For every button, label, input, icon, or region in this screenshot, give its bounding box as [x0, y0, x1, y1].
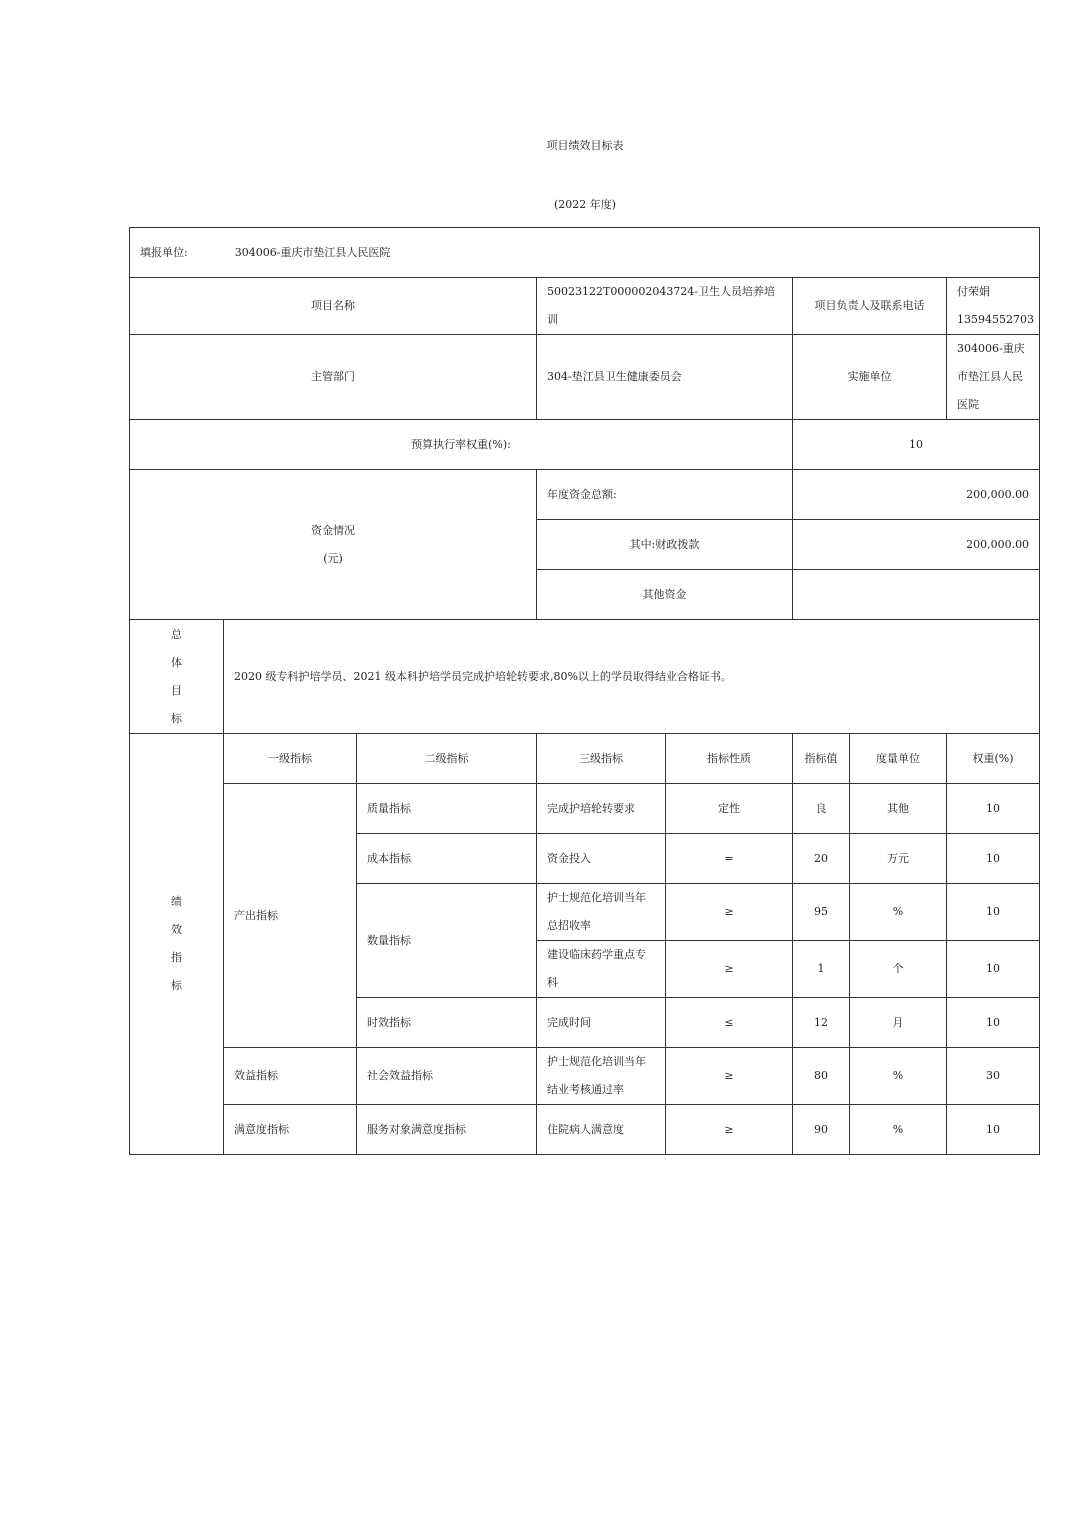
header-level3: 三级指标: [537, 734, 666, 784]
unit-cell: 其他: [850, 784, 947, 834]
weight-cell: 10: [947, 884, 1040, 941]
level3-cell: 完成时间: [537, 998, 666, 1048]
level2-social-benefit: 社会效益指标: [357, 1048, 537, 1105]
project-leader-value: 付荣娟 13594552703: [947, 278, 1040, 335]
budget-rate-row: [130, 420, 1040, 470]
level2-cost: 成本指标: [357, 834, 537, 884]
value-cell: 1: [793, 941, 850, 998]
level3-cell: 护士规范化培训当年总招收率: [537, 884, 666, 941]
goal-label-char: 标: [171, 711, 182, 725]
header-value: 指标值: [793, 734, 850, 784]
goal-row: [130, 620, 1040, 734]
indicator-header-row: [130, 734, 1040, 784]
weight-cell: 10: [947, 834, 1040, 884]
goal-label-char: 体: [171, 655, 182, 669]
weight-cell: 10: [947, 784, 1040, 834]
nature-cell: 定性: [666, 784, 793, 834]
level2-service-satisfaction: 服务对象满意度指标: [357, 1105, 537, 1155]
funds-unit: (元): [323, 551, 343, 565]
goal-label-char: 目: [171, 683, 182, 697]
funds-total-label: 年度资金总额:: [537, 470, 793, 520]
table-row: [130, 1105, 1040, 1155]
value-cell: 良: [793, 784, 850, 834]
unit-cell: %: [850, 884, 947, 941]
performance-form-table: [129, 227, 1040, 1155]
unit-cell: %: [850, 1048, 947, 1105]
funds-fiscal-value: 200,000.00: [793, 520, 1040, 570]
fill-unit-cell: [130, 228, 1040, 278]
performance-label-char: 标: [171, 979, 182, 992]
weight-cell: 10: [947, 941, 1040, 998]
header-level1: 一级指标: [224, 734, 357, 784]
impl-value: 304006-重庆市垫江县人民医院: [947, 335, 1040, 420]
unit-cell: 个: [850, 941, 947, 998]
nature-cell: =: [666, 834, 793, 884]
level2-quantity: 数量指标: [357, 884, 537, 998]
fill-unit-value: 304006-重庆市垫江县人民医院: [234, 245, 391, 259]
funds-label-cell: [130, 470, 537, 620]
weight-cell: 30: [947, 1048, 1040, 1105]
table-row: [130, 784, 1040, 834]
nature-cell: ≥: [666, 884, 793, 941]
goal-label: [130, 620, 224, 734]
level1-benefit: 效益指标: [224, 1048, 357, 1105]
unit-cell: %: [850, 1105, 947, 1155]
funds-label: 资金情况: [311, 523, 355, 537]
project-name-label: 项目名称: [130, 278, 537, 335]
impl-label: 实施单位: [793, 335, 947, 420]
level3-cell: 资金投入: [537, 834, 666, 884]
value-cell: 12: [793, 998, 850, 1048]
nature-cell: ≥: [666, 1105, 793, 1155]
header-nature: 指标性质: [666, 734, 793, 784]
performance-label-char: 指: [171, 951, 182, 964]
project-leader-label: 项目负责人及联系电话: [793, 278, 947, 335]
dept-row: [130, 335, 1040, 420]
fill-unit-label: 填报单位:: [140, 245, 188, 259]
table-row: [130, 1048, 1040, 1105]
performance-label-char: 绩: [171, 895, 182, 908]
page-title: 项目绩效目标表: [546, 139, 624, 152]
header-level2: 二级指标: [357, 734, 537, 784]
goal-text: 2020 级专科护培学员、2021 级本科护培学员完成护培轮转要求,80%以上的学员取得结业合格证书。: [224, 620, 1040, 734]
unit-cell: 月: [850, 998, 947, 1048]
nature-cell: ≤: [666, 998, 793, 1048]
funds-fiscal-label: 其中:财政拨款: [537, 520, 793, 570]
dept-value: 304-垫江县卫生健康委员会: [537, 335, 793, 420]
weight-cell: 10: [947, 1105, 1040, 1155]
value-cell: 20: [793, 834, 850, 884]
report-year: (2022 年度): [553, 198, 617, 211]
performance-label: [130, 734, 224, 1155]
level3-cell: 护士规范化培训当年结业考核通过率: [537, 1048, 666, 1105]
level3-cell: 住院病人满意度: [537, 1105, 666, 1155]
funds-other-label: 其他资金: [537, 570, 793, 620]
nature-cell: ≥: [666, 941, 793, 998]
level2-timeliness: 时效指标: [357, 998, 537, 1048]
funds-total-row: [130, 470, 1040, 520]
level3-cell: 建设临床药学重点专科: [537, 941, 666, 998]
fill-unit-row: [130, 228, 1040, 278]
budget-rate-value: 10: [793, 420, 1040, 470]
level1-satisfaction: 满意度指标: [224, 1105, 357, 1155]
project-name-row: [130, 278, 1040, 335]
header-weight: 权重(%): [947, 734, 1040, 784]
level1-output: 产出指标: [224, 784, 357, 1048]
weight-cell: 10: [947, 998, 1040, 1048]
project-name-value: 50023122T000002043724-卫生人员培养培训: [537, 278, 793, 335]
budget-rate-label: 预算执行率权重(%):: [130, 420, 793, 470]
value-cell: 95: [793, 884, 850, 941]
funds-total-value: 200,000.00: [793, 470, 1040, 520]
dept-label: 主管部门: [130, 335, 537, 420]
performance-label-char: 效: [171, 923, 182, 936]
value-cell: 90: [793, 1105, 850, 1155]
level3-cell: 完成护培轮转要求: [537, 784, 666, 834]
header-unit: 度量单位: [850, 734, 947, 784]
unit-cell: 万元: [850, 834, 947, 884]
value-cell: 80: [793, 1048, 850, 1105]
goal-label-char: 总: [171, 627, 182, 641]
nature-cell: ≥: [666, 1048, 793, 1105]
funds-other-value: [793, 570, 1040, 620]
level2-quality: 质量指标: [357, 784, 537, 834]
